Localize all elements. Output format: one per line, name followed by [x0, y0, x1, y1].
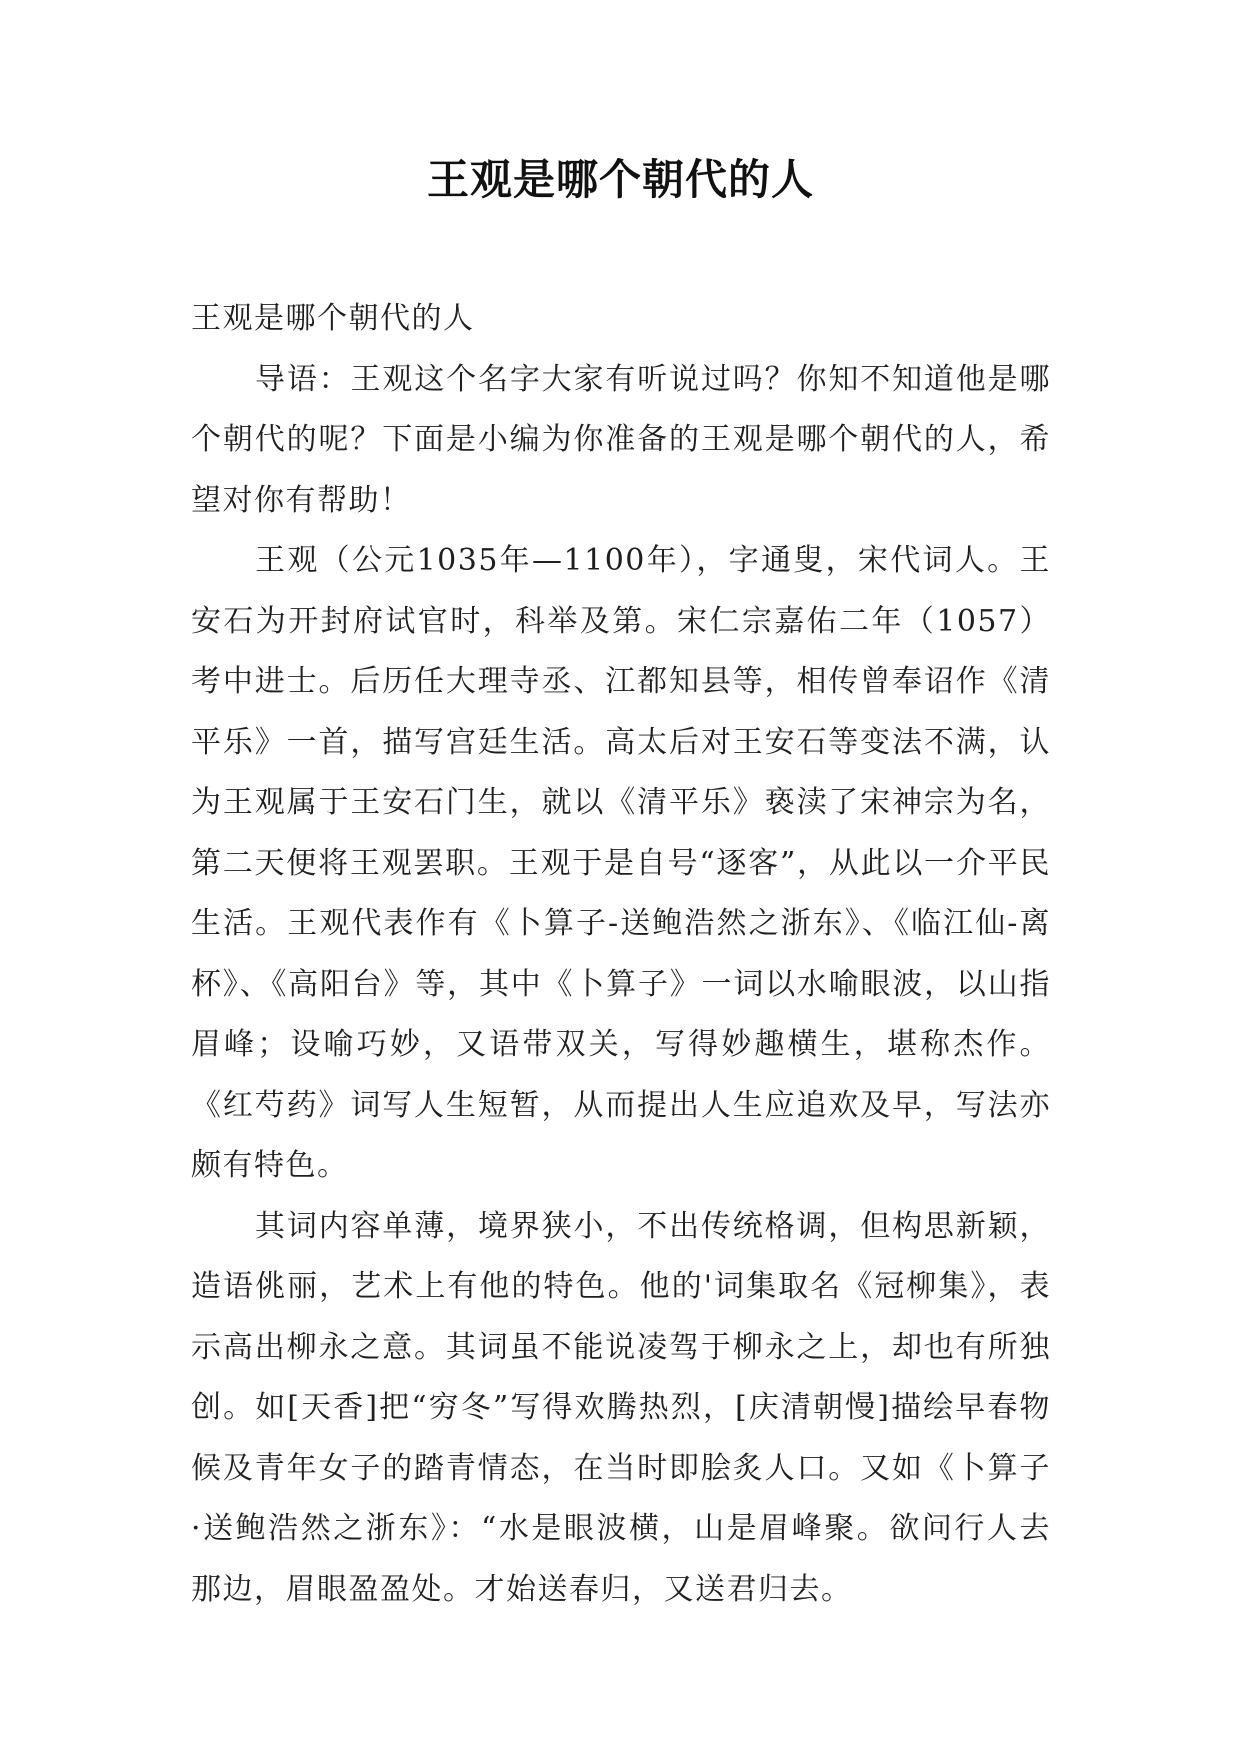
- article-heading: 王观是哪个朝代的人: [191, 301, 475, 336]
- paragraph-style: 其词内容单薄，境界狭小，不出传统格调，但构思新颖，造语佻丽，艺术上有他的特色。他的'词集取名《冠柳集》，表示高出柳永之意。其词虽不能说凌驾于柳永之上，却也有所独创。如[天香]把“穷冬”写得欢腾热烈，[庆清朝慢]描绘早春物候及青年女子的踏青情态，在当时即脍炙人口。又如《卜算子·送鲍浩然之浙东》：“水是眼波横，山是眉峰聚。欲问行人去那边，眉眼盈盈处。才始送春归，又送君归去。: [191, 1208, 1051, 1607]
- page-title: 王观是哪个朝代的人: [426, 155, 814, 204]
- document-body: [191, 289, 1051, 1620]
- paragraph-intro: 导语：王观这个名字大家有听说过吗？你知不知道他是哪个朝代的呢？下面是小编为你准备的王观是哪个朝代的人，希望对你有帮助！: [191, 361, 1051, 518]
- paragraph-biography: 王观（公元1035年—1100年），字通叟，宋代词人。王安石为开封府试官时，科举及第。宋仁宗嘉佑二年（1057）考中进士。后历任大理寺丞、江都知县等，相传曾奉诏作《清平乐》一首，描写宫廷生活。高太后对王安石等变法不满，认为王观属于王安石门生，就以《清平乐》亵渎了宋神宗为名，第二天便将王观罢职。王观于是自号“逐客”，从此以一介平民生活。王观代表作有《卜算子-送鲍浩然之浙东》、《临江仙-离杯》、《高阳台》等，其中《卜算子》一词以水喻眼波，以山指眉峰；设喻巧妙，又语带双关，写得妙趣横生，堪称杰作。《红芍药》词写人生短暂，从而提出人生应追欢及早，写法亦颇有特色。: [191, 543, 1051, 1183]
